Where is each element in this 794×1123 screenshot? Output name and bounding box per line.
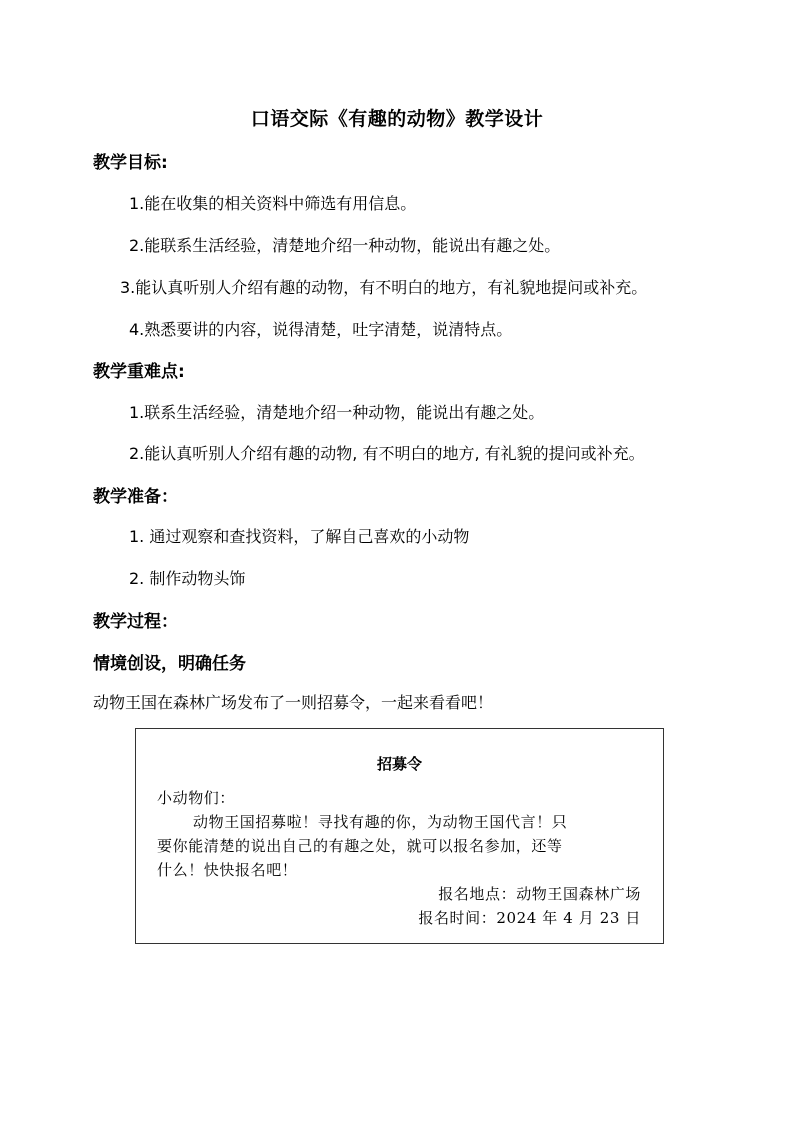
preparation-heading: 教学准备：	[93, 487, 178, 507]
notice-body-line-3: 什么！快快报名吧！	[157, 861, 298, 879]
goal-item-4: 4.熟悉要讲的内容，说得清楚，吐字清楚，说清特点。	[129, 320, 513, 339]
notice-location: 报名地点：动物王国森林广场	[438, 885, 641, 903]
goal-item-2: 2.能联系生活经验，清楚地介绍一种动物，能说出有趣之处。	[129, 236, 561, 255]
recruitment-notice-box	[135, 728, 664, 944]
process-subheading: 情境创设，明确任务	[93, 654, 246, 674]
process-intro: 动物王国在森林广场发布了一则招募令，一起来看看吧！	[93, 693, 494, 712]
notice-body-line-2: 要你能清楚的说出自己的有趣之处，就可以报名参加，还等	[157, 837, 563, 855]
notice-time: 报名时间：2024 年 4 月 23 日	[418, 909, 641, 927]
preparation-item-1: 1. 通过观察和查找资料，了解自己喜欢的小动物	[129, 527, 470, 546]
process-heading: 教学过程：	[93, 612, 178, 632]
key-points-heading: 教学重难点:	[93, 362, 185, 382]
key-point-item-2: 2.能认真听别人介绍有趣的动物, 有不明白的地方, 有礼貌的提问或补充。	[129, 444, 645, 463]
notice-body-line-1: 动物王国招募啦！寻找有趣的你，为动物王国代言！只	[193, 813, 568, 831]
goal-item-1: 1.能在收集的相关资料中筛选有用信息。	[129, 194, 417, 213]
goals-heading: 教学目标:	[93, 153, 168, 173]
notice-title: 招募令	[376, 755, 422, 773]
preparation-item-2: 2. 制作动物头饰	[129, 569, 246, 588]
goal-item-3: 3.能认真听别人介绍有趣的动物，有不明白的地方，有礼貌地提问或补充。	[120, 278, 648, 297]
key-point-item-1: 1.联系生活经验，清楚地介绍一种动物，能说出有趣之处。	[129, 403, 545, 422]
notice-greeting: 小动物们：	[157, 789, 236, 807]
document-title: 口语交际《有趣的动物》教学设计	[250, 108, 544, 130]
